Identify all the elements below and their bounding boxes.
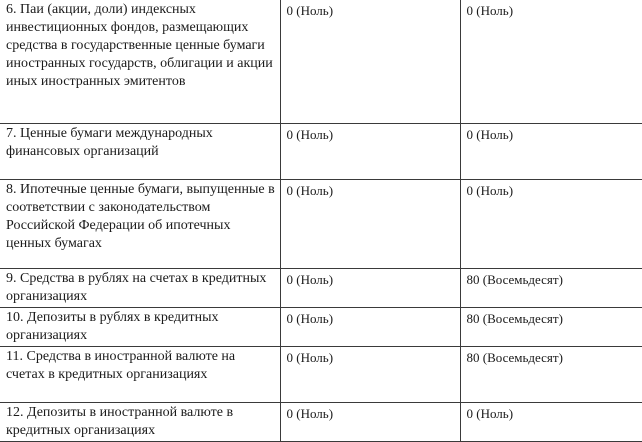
min-share-cell: 0 (Ноль)	[280, 0, 460, 123]
table-row	[0, 179, 642, 268]
table-row	[0, 0, 642, 123]
min-share-cell: 0 (Ноль)	[280, 179, 460, 268]
min-share-cell: 0 (Ноль)	[280, 307, 460, 346]
asset-type-cell: 9. Средства в рублях на счетах в кредитных организациях	[0, 268, 280, 307]
asset-type-cell: 11. Средства в иностранной валюте на счетах в кредитных организациях	[0, 346, 280, 402]
asset-type-cell: 12. Депозиты в иностранной валюте в кредитных организациях	[0, 402, 280, 441]
asset-type-cell: 8. Ипотечные ценные бумаги, выпущенные в соответствии с законодательством Российской Федерации об ипотечных ценных бумагах	[0, 179, 280, 268]
max-share-cell: 80 (Восемьдесят)	[460, 346, 642, 402]
max-share-cell: 0 (Ноль)	[460, 123, 642, 179]
max-share-cell: 0 (Ноль)	[460, 402, 642, 441]
table-row	[0, 307, 642, 346]
min-share-cell: 0 (Ноль)	[280, 123, 460, 179]
table-row	[0, 123, 642, 179]
max-share-cell: 80 (Восемьдесят)	[460, 307, 642, 346]
asset-type-cell: 10. Депозиты в рублях в кредитных организациях	[0, 307, 280, 346]
asset-type-cell: 6. Паи (акции, доли) индексных инвестиционных фондов, размещающих средства в государственные ценные бумаги иностранных государств, облигации и акции иных иностранных эмитентов	[0, 0, 280, 123]
min-share-cell: 0 (Ноль)	[280, 402, 460, 441]
table-row	[0, 268, 642, 307]
min-share-cell: 0 (Ноль)	[280, 268, 460, 307]
table-row	[0, 346, 642, 402]
max-share-cell: 80 (Восемьдесят)	[460, 268, 642, 307]
min-share-cell: 0 (Ноль)	[280, 346, 460, 402]
table-row	[0, 402, 642, 441]
max-share-cell: 0 (Ноль)	[460, 179, 642, 268]
asset-type-cell: 7. Ценные бумаги международных финансовых организаций	[0, 123, 280, 179]
max-share-cell: 0 (Ноль)	[460, 0, 642, 123]
